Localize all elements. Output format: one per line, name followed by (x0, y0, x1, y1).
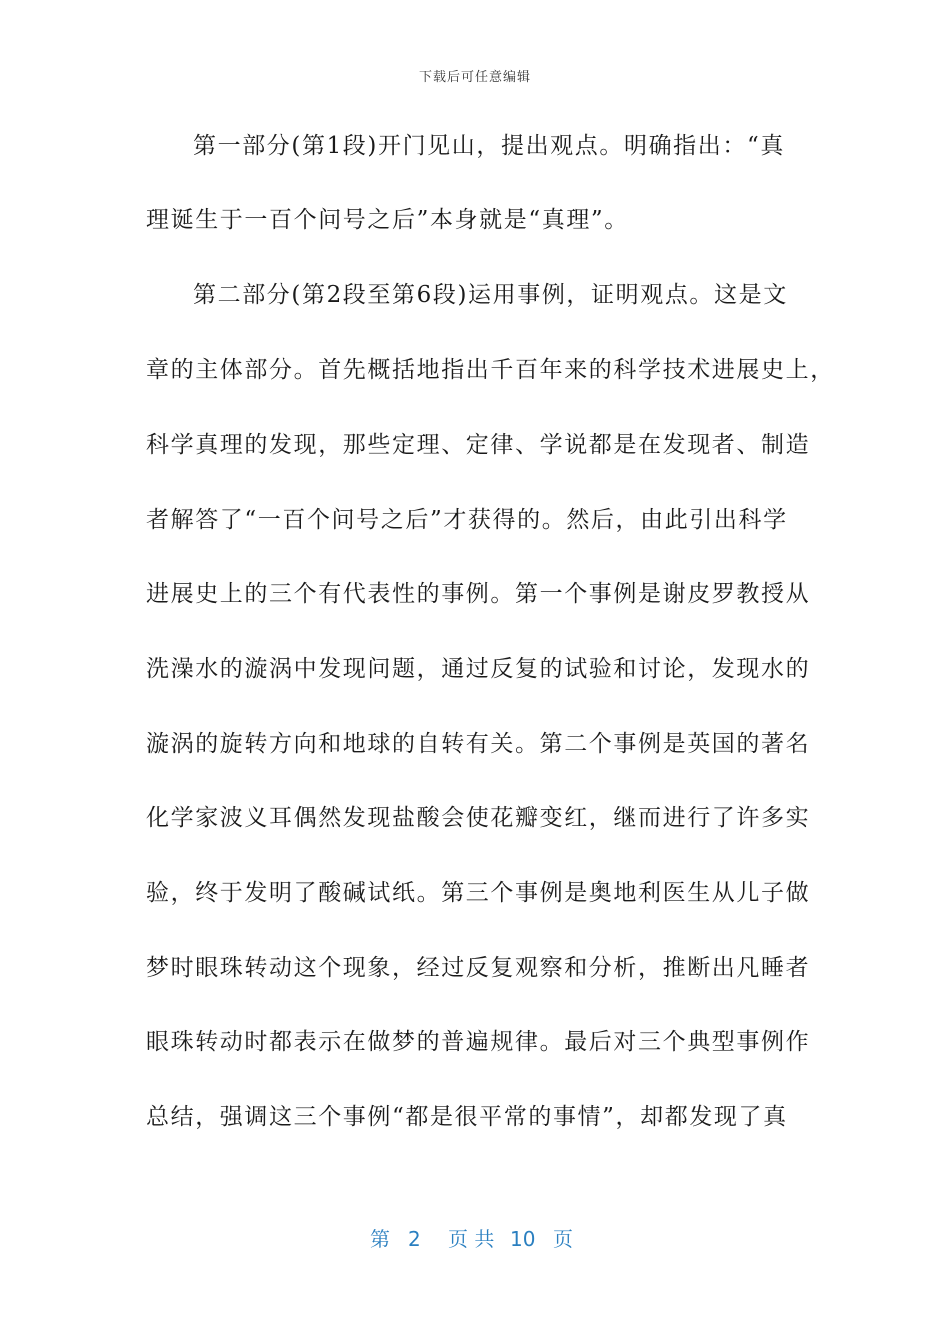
paragraph-line: 理诞生于一百个问号之后”本身就是“真理”。 (146, 207, 629, 233)
paragraph-line: 总结，强调这三个事例“都是很平常的事情”，却都发现了真 (146, 1104, 788, 1130)
footer-prefix: 第 (370, 1227, 390, 1251)
paragraph-line: 进展史上的三个有代表性的事例。第一个事例是谢皮罗教授从 (146, 581, 811, 607)
paragraph-line: 者解答了“一百个问号之后”才获得的。然后，由此引出科学 (146, 507, 788, 533)
paragraph-line: 梦时眼珠转动这个现象，经过反复观察和分析，推断出凡睡者 (146, 955, 811, 981)
footer-total-pages: 10 (510, 1227, 536, 1251)
paragraph-line: 验，终于发明了酸碱试纸。第三个事例是奥地利医生从儿子做 (146, 880, 811, 906)
paragraph-line: 科学真理的发现，那些定理、定律、学说都是在发现者、制造 (146, 432, 811, 458)
paragraph-line: 眼珠转动时都表示在做梦的普遍规律。最后对三个典型事例作 (146, 1029, 811, 1055)
page-header: 下载后可任意编辑 (418, 70, 531, 85)
footer-middle: 页 共 (448, 1227, 495, 1251)
paragraph-line: 第一部分(第1段)开门见山，提出观点。明确指出：“真 (193, 133, 785, 159)
footer-suffix: 页 (553, 1227, 573, 1251)
paragraph-line: 章的主体部分。首先概括地指出千百年来的科学技术进展史上， (146, 357, 835, 383)
footer-current-page: 2 (408, 1227, 421, 1251)
paragraph-line: 洗澡水的漩涡中发现问题，通过反复的试验和讨论，发现水的 (146, 656, 811, 682)
paragraph-line: 漩涡的旋转方向和地球的自转有关。第二个事例是英国的著名 (146, 731, 811, 757)
paragraph-line: 化学家波义耳偶然发现盐酸会使花瓣变红，继而进行了许多实 (146, 805, 811, 831)
page-footer (370, 1224, 573, 1254)
paragraph-line: 第二部分(第2段至第6段)运用事例，证明观点。这是文 (193, 282, 788, 308)
